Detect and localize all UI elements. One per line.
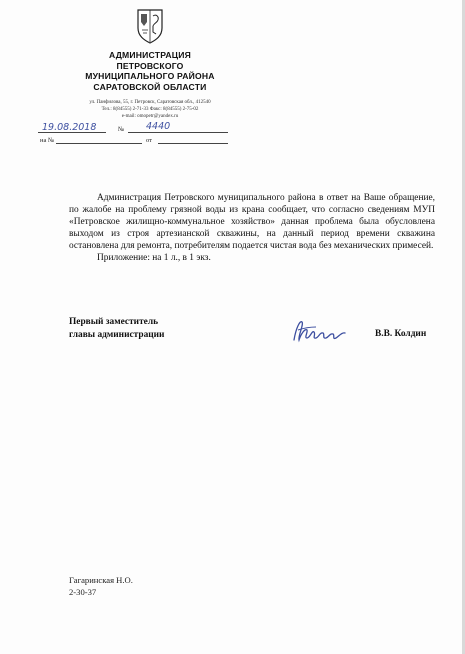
signatory-name: В.В. Колдин: [375, 329, 427, 339]
executor-name: Гагаринская Н.О.: [69, 575, 133, 585]
coat-of-arms-icon: [136, 8, 164, 44]
org-line: САРАТОВСКОЙ ОБЛАСТИ: [93, 81, 207, 92]
registration-date: 19.08.2018: [42, 122, 97, 133]
handwritten-signature: [290, 314, 348, 346]
number-sign: №: [118, 126, 125, 133]
org-line: ПЕТРОВСКОГО: [116, 60, 184, 71]
signatory-title: [69, 316, 164, 341]
organization-name: [40, 50, 260, 92]
executor-phone: 2-30-37: [69, 586, 97, 597]
org-line: МУНИЦИПАЛЬНОГО РАЙОНА: [85, 71, 215, 81]
reference-date-underline: [158, 143, 228, 144]
executor-info: [69, 575, 133, 599]
org-contacts: [40, 99, 260, 121]
org-line: АДМИНИСТРАЦИЯ: [108, 50, 192, 60]
reference-number-underline: [56, 143, 142, 144]
body-paragraph: Администрация Петровского муниципального района в ответ на Ваше обращение, по жалобе на проблему грязной воды из крана сообщает, что согласно сведениям МУП «Петровское жилищно-коммунальное хозяйство» данная проблема была обусловлена выходом из строя артезианской скважины, на данный период времени скважина остановлена для ремонта, потребителям подается чистая вода без механических примесей.: [69, 193, 435, 251]
letter-body: [69, 192, 435, 264]
signatory-title-line: Первый заместитель: [69, 317, 159, 327]
appendix-line: Приложение: на 1 л., в 1 экз.: [97, 253, 211, 263]
org-email: e-mail: omopetr@yandex.ru: [121, 114, 179, 120]
org-phones: Тел.: 8(84555) 2-71-33 Факс: 8(84555) 2-75-02: [101, 107, 199, 113]
org-address: ул. Панфилова, 55, г. Петровск, Саратовская обл., 412540: [89, 100, 211, 105]
number-underline: [128, 132, 228, 133]
registration-number: 4440: [146, 121, 171, 132]
signatory-title-line: главы администрации: [69, 329, 165, 340]
reference-number-label: на №: [40, 137, 55, 144]
reference-date-label: от: [146, 137, 153, 144]
